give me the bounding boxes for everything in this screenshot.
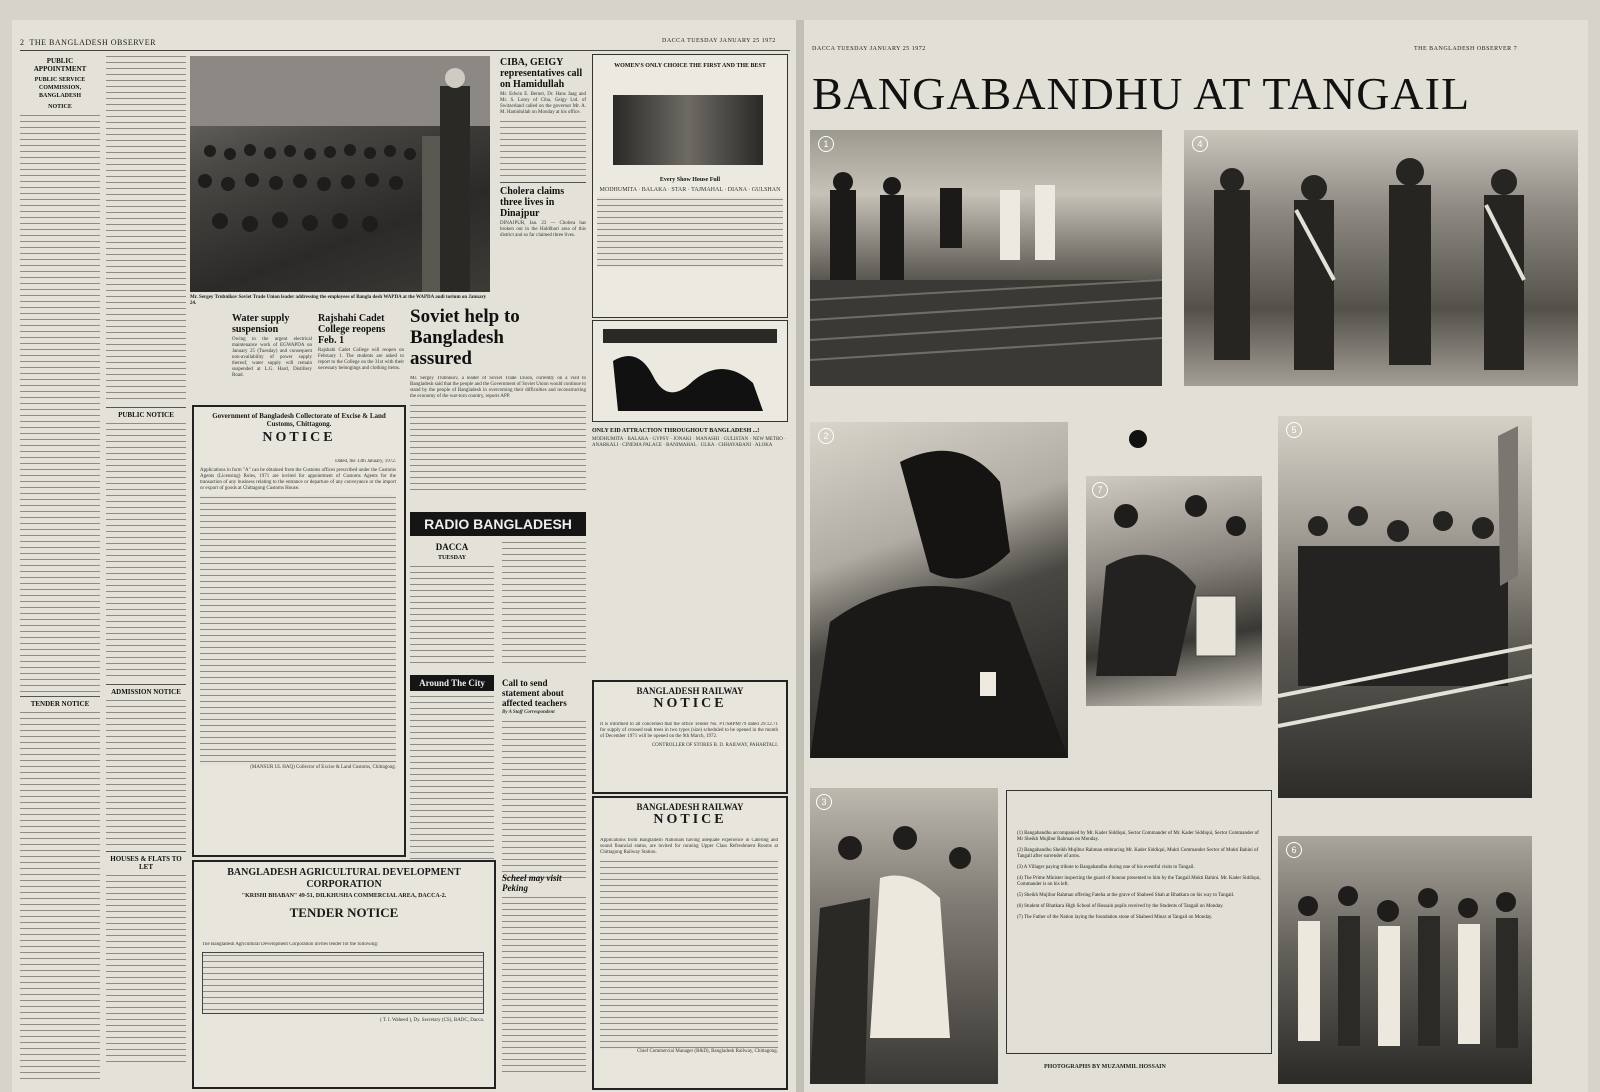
left-page	[12, 20, 796, 1092]
photo-1-illustration	[810, 130, 1162, 386]
psc-notice-body	[20, 113, 100, 693]
right-dateline: DACCA TUESDAY JANUARY 25 1972	[812, 46, 926, 52]
photo-7	[1086, 476, 1262, 706]
header-rule	[20, 50, 790, 51]
radio-program-list-2	[502, 540, 586, 668]
notices-column-2	[106, 54, 186, 1084]
admission-notice-body	[106, 698, 186, 848]
photo-4-illustration	[1184, 130, 1578, 386]
caption-6: (6) Student of Bhatkara High School of Hossain pupils received by the Students of Tangail on Monday.	[1017, 904, 1224, 909]
railway-body: It is informed to all concerned that the office Tender No. PT/SRPM/79 dated 29.12.71 for supply of crossed teak trees in two types (size) scheduled to be opened in the month of December 1971 will be opened on the 9th March, 1972.	[600, 722, 778, 739]
excise-body-continued	[200, 495, 396, 765]
railway2-notice-title: NOTICE	[653, 812, 727, 827]
photo-5	[1278, 416, 1532, 798]
photo-3	[810, 788, 998, 1084]
trade-union-meeting-photo	[190, 56, 490, 292]
excise-notice-title: NOTICE	[262, 430, 336, 445]
photo-5-number: 5	[1286, 422, 1302, 438]
excise-signature: (MANSUR UL HAQ) Collector of Excise & Land Customs, Chittagong.	[250, 765, 396, 770]
houses-body	[106, 873, 186, 1063]
cinema-advertisement	[592, 54, 788, 318]
column-rule	[106, 407, 186, 408]
left-masthead: THE BANGLADESH OBSERVER	[29, 38, 156, 47]
film-stills-image	[613, 95, 763, 165]
water-supply-article	[232, 310, 312, 400]
radio-day: TUESDAY	[437, 555, 467, 561]
scheel-body	[502, 895, 586, 1075]
tender-notice-heading: TENDER NOTICE	[30, 700, 90, 708]
eid-attraction-title: ONLY EID ATTRACTION THROUGHOUT BANGLADESH ...!	[592, 428, 760, 434]
ciba-headline: CIBA, GEIGY representatives call on Hamidullah	[500, 57, 583, 90]
column-rule	[20, 696, 100, 697]
photo-2-number: 2	[818, 428, 834, 444]
left-folio: 2 THE BANGLADESH OBSERVER	[20, 38, 156, 47]
water-supply-body: Owing to the urgent electrical maintenance work of EGWAPDA on January 25 (Tuesday) and consequent non-availability of power supply thereof, water supply will remain suspended at L.G. Hard, Distillery Road.	[232, 337, 312, 378]
railway-headline: BANGLADESH RAILWAY	[636, 686, 744, 696]
photo-7-illustration	[1086, 476, 1262, 706]
psc-notice-title: NOTICE	[48, 104, 72, 110]
soviet-body: Mr. Sergey Trubnikov, a leader of Soviet Trade Union, currently on a visit to Bangladesh said that the people and the Government of Soviet Union would continue to stand by the people of Bangladesh in overcoming their difficulties and reconstructing the economy of the war-torn country, reports APP.	[410, 376, 586, 399]
caption-5: (5) Sheikh Mujibur Rahman offering Fateha at the grave of Shaheed Shah at Bhatkara on his way to Tangail.	[1017, 893, 1235, 898]
call-to-send-headline: Call to send statement about affected teachers	[502, 678, 567, 708]
bengali-film-advertisement	[592, 320, 788, 422]
excise-body: Applications in form "A" can be obtained from the Customs offices prescribed under the Customs Agents (Licensing) Rules, 1971 are invited for appointment of Customs Agents for the transaction of any business relating to the entrance or departure of any conveyance or the import or export of goods at Chittagong Customs House.	[200, 468, 396, 491]
caption-1: (1) Bangabandhu accompanied by Mr. Kader Siddiqui, Sector Commander of Mr. Kader Siddiqui, Sector Commander of Mr Sheikh Mujibur Rahman on Monday.	[1017, 831, 1259, 842]
photo-1-number: 1	[818, 136, 834, 152]
photo-3-number: 3	[816, 794, 832, 810]
badc-tender-table	[202, 952, 484, 1014]
photo-7-number: 7	[1092, 482, 1108, 498]
trade-union-photo-caption: Mr. Sergey Trubnikov Soviet Trade Union leader addressing the employees of Bangla desh WAPDA at the WAPDA audi torium on January 24.	[190, 295, 487, 306]
soviet-body-continued	[410, 403, 586, 493]
public-notice-heading: PUBLIC NOTICE	[118, 411, 174, 419]
excise-date: Dated, the 13th January, 1972.	[335, 459, 396, 464]
ciba-article	[500, 54, 586, 304]
audience-illustration	[190, 56, 490, 292]
cinema-list: MODHUMITA · BALAKA · STAR · TAJMAHAL · DIANA · GULSHAN	[599, 187, 781, 193]
radio-city: DACCA	[435, 542, 469, 552]
captions-box	[1006, 790, 1272, 1054]
badc-tender-box	[192, 860, 496, 1089]
badc-body: The Bangladesh Agricultural Development Corporation invites tender for the following:	[202, 942, 379, 947]
call-to-send-byline: By A Staff Correspondent	[502, 710, 555, 715]
houses-heading: HOUSES & FLATS TO LET	[110, 855, 182, 871]
railway-notice-box-2	[592, 796, 788, 1090]
photo-1	[810, 130, 1162, 386]
radio-schedule-dacca	[410, 540, 494, 670]
railway-notice-title: NOTICE	[653, 696, 727, 711]
excise-notice-box	[192, 405, 406, 857]
tender-notice-body-2	[106, 54, 186, 404]
caption-7: (7) The Father of the Nation laying the foundation stone of Shaheed Minar at Tangail on Monday.	[1017, 915, 1213, 920]
photo-2-illustration	[810, 422, 1068, 758]
photo-2	[810, 422, 1068, 758]
psc-heading: PUBLIC SERVICE COMMISSION, BANGLADESH	[34, 77, 86, 99]
captions-list	[1017, 831, 1261, 926]
tender-notice-body	[20, 710, 100, 1084]
photo-4	[1184, 130, 1578, 386]
cholera-body: DINAJPUR, Jan. 23 — Cholera has broken out in the Haldibari area of this district and so far claimed three lives.	[500, 221, 586, 238]
public-appointments-column	[20, 54, 100, 1084]
radio-program-list	[410, 564, 494, 664]
call-to-send-body	[502, 719, 586, 879]
around-the-city-banner: Around The City	[410, 675, 494, 691]
badc-tender-title: TENDER NOTICE	[289, 905, 399, 920]
eid-cinema-list: MODHUMITA · BALAKA · GYPSY · JONAKI · MANASHI · GULISTAN · NEW METRO · ANARKALI · CINEMA PALACE · BANIMAHAL · ULKA · CHHAYABANI · ALOKA	[592, 437, 786, 448]
railway2-body: Applications from Bangladesh Nationals having adequate experience in Catering and sound financial status, are invited for running Upper Class Refreshment Rooms at Chittagong Railway Station.	[600, 838, 778, 855]
rajshahi-article	[318, 310, 404, 400]
caption-4: (4) The Prime Minister inspecting the guard of honour presented to him by the Tangail Mukti Bahini. Mr. Kader Siddiqui, Commander is on his left.	[1017, 876, 1261, 887]
admission-notice-heading: ADMISSION NOTICE	[111, 688, 181, 696]
photo-4-number: 4	[1192, 136, 1208, 152]
film-title-artwork	[593, 321, 787, 421]
radio-schedule-continued	[502, 540, 586, 670]
scheel-article	[502, 870, 586, 1080]
photo-credit: PHOTOGRAPHS BY MUZAMMIL HOSSAIN	[1044, 1064, 1166, 1070]
ciba-body-continued	[500, 119, 586, 179]
public-notice-body	[106, 421, 186, 681]
excise-title: Government of Bangladesh Collectorate of Excise & Land Customs, Chittagong.	[212, 412, 386, 428]
badc-signature: ( T. I. Waheed ), Dy. Secretary (CS), BADC, Dacca.	[380, 1018, 484, 1023]
photo-5-illustration	[1278, 416, 1532, 798]
scheel-headline: Scheel may visit Peking	[502, 873, 562, 893]
railway-notice-box-1	[592, 680, 788, 794]
rajshahi-body: Rajshahi Cadet College will reopen on February 1. The students are asked to report to the College on the 31st with their necessary belongings and clothing items.	[318, 348, 404, 371]
cholera-headline: Cholera claims three lives in Dinajpur	[500, 186, 565, 219]
badc-headline: BANGLADESH AGRICULTURAL DEVELOPMENT CORPORATION	[227, 867, 461, 890]
water-supply-headline: Water supply suspension	[232, 313, 290, 335]
decorative-dot-1	[1129, 430, 1147, 448]
railway2-headline: BANGLADESH RAILWAY	[636, 802, 744, 812]
ciba-body: Mr. Edwin E. Bernet, Dr. Hans Jaag and Mr. S. Lorey of Ciba, Geigy Ltd. of Switzerland called on the governor Mr. A. M. Hamidullah on Monday at his office.	[500, 92, 586, 115]
rajshahi-headline: Rajshahi Cadet College reopens Feb. 1	[318, 313, 386, 346]
eid-attraction-ad	[592, 424, 786, 504]
public-appointment-heading: PUBLIC APPOINTMENT	[33, 57, 87, 73]
column-rule	[106, 684, 186, 685]
column-rule	[106, 851, 186, 852]
show-times	[597, 197, 783, 267]
photo-3-illustration	[810, 788, 998, 1084]
railway2-signature: Chief Commercial Manager (B&D), Bangladesh Railway, Chittagong.	[637, 1049, 778, 1054]
soviet-article	[410, 376, 586, 506]
photo-6	[1278, 836, 1532, 1084]
caption-3: (3) A Villager paying tribute to Bangabandhu during one of his eventful visits to Tangail.	[1017, 865, 1195, 870]
caption-2: (2) Bangabandhu Sheikh Mujibur Rahman embracing Mr. Kader Siddiqui, Mukti Commander Sector of Mukti Bahini of Tangail after surrender of arms.	[1017, 848, 1259, 859]
page-gutter	[796, 20, 804, 1092]
column-rule	[500, 182, 586, 183]
radio-bangladesh-banner: RADIO BANGLADESH	[410, 512, 586, 536]
left-dateline: DACCA TUESDAY JANUARY 25 1972	[662, 38, 776, 44]
womens-choice-title: WOMEN'S ONLY CHOICE THE FIRST AND THE BEST	[614, 63, 766, 69]
railway2-body-continued	[600, 859, 778, 1049]
photo-6-number: 6	[1286, 842, 1302, 858]
badc-address: "KRISHI BHABAN" 49-51, DILKHUSHA COMMERCIAL AREA, DACCA-2.	[241, 893, 447, 899]
bangabandhu-headline: BANGABANDHU AT TANGAIL	[812, 68, 1471, 119]
right-masthead: THE BANGLADESH OBSERVER 7	[1414, 46, 1518, 52]
photo-6-illustration	[1278, 836, 1532, 1084]
right-page	[804, 20, 1588, 1092]
railway-signature: CONTROLLER OF STORES B. D. RAILWAY, PAHARTALI.	[651, 743, 778, 748]
soviet-headline: Soviet help to Bangladesh assured	[410, 306, 520, 369]
cinema-show-tagline: Every Show House Full	[659, 177, 721, 183]
